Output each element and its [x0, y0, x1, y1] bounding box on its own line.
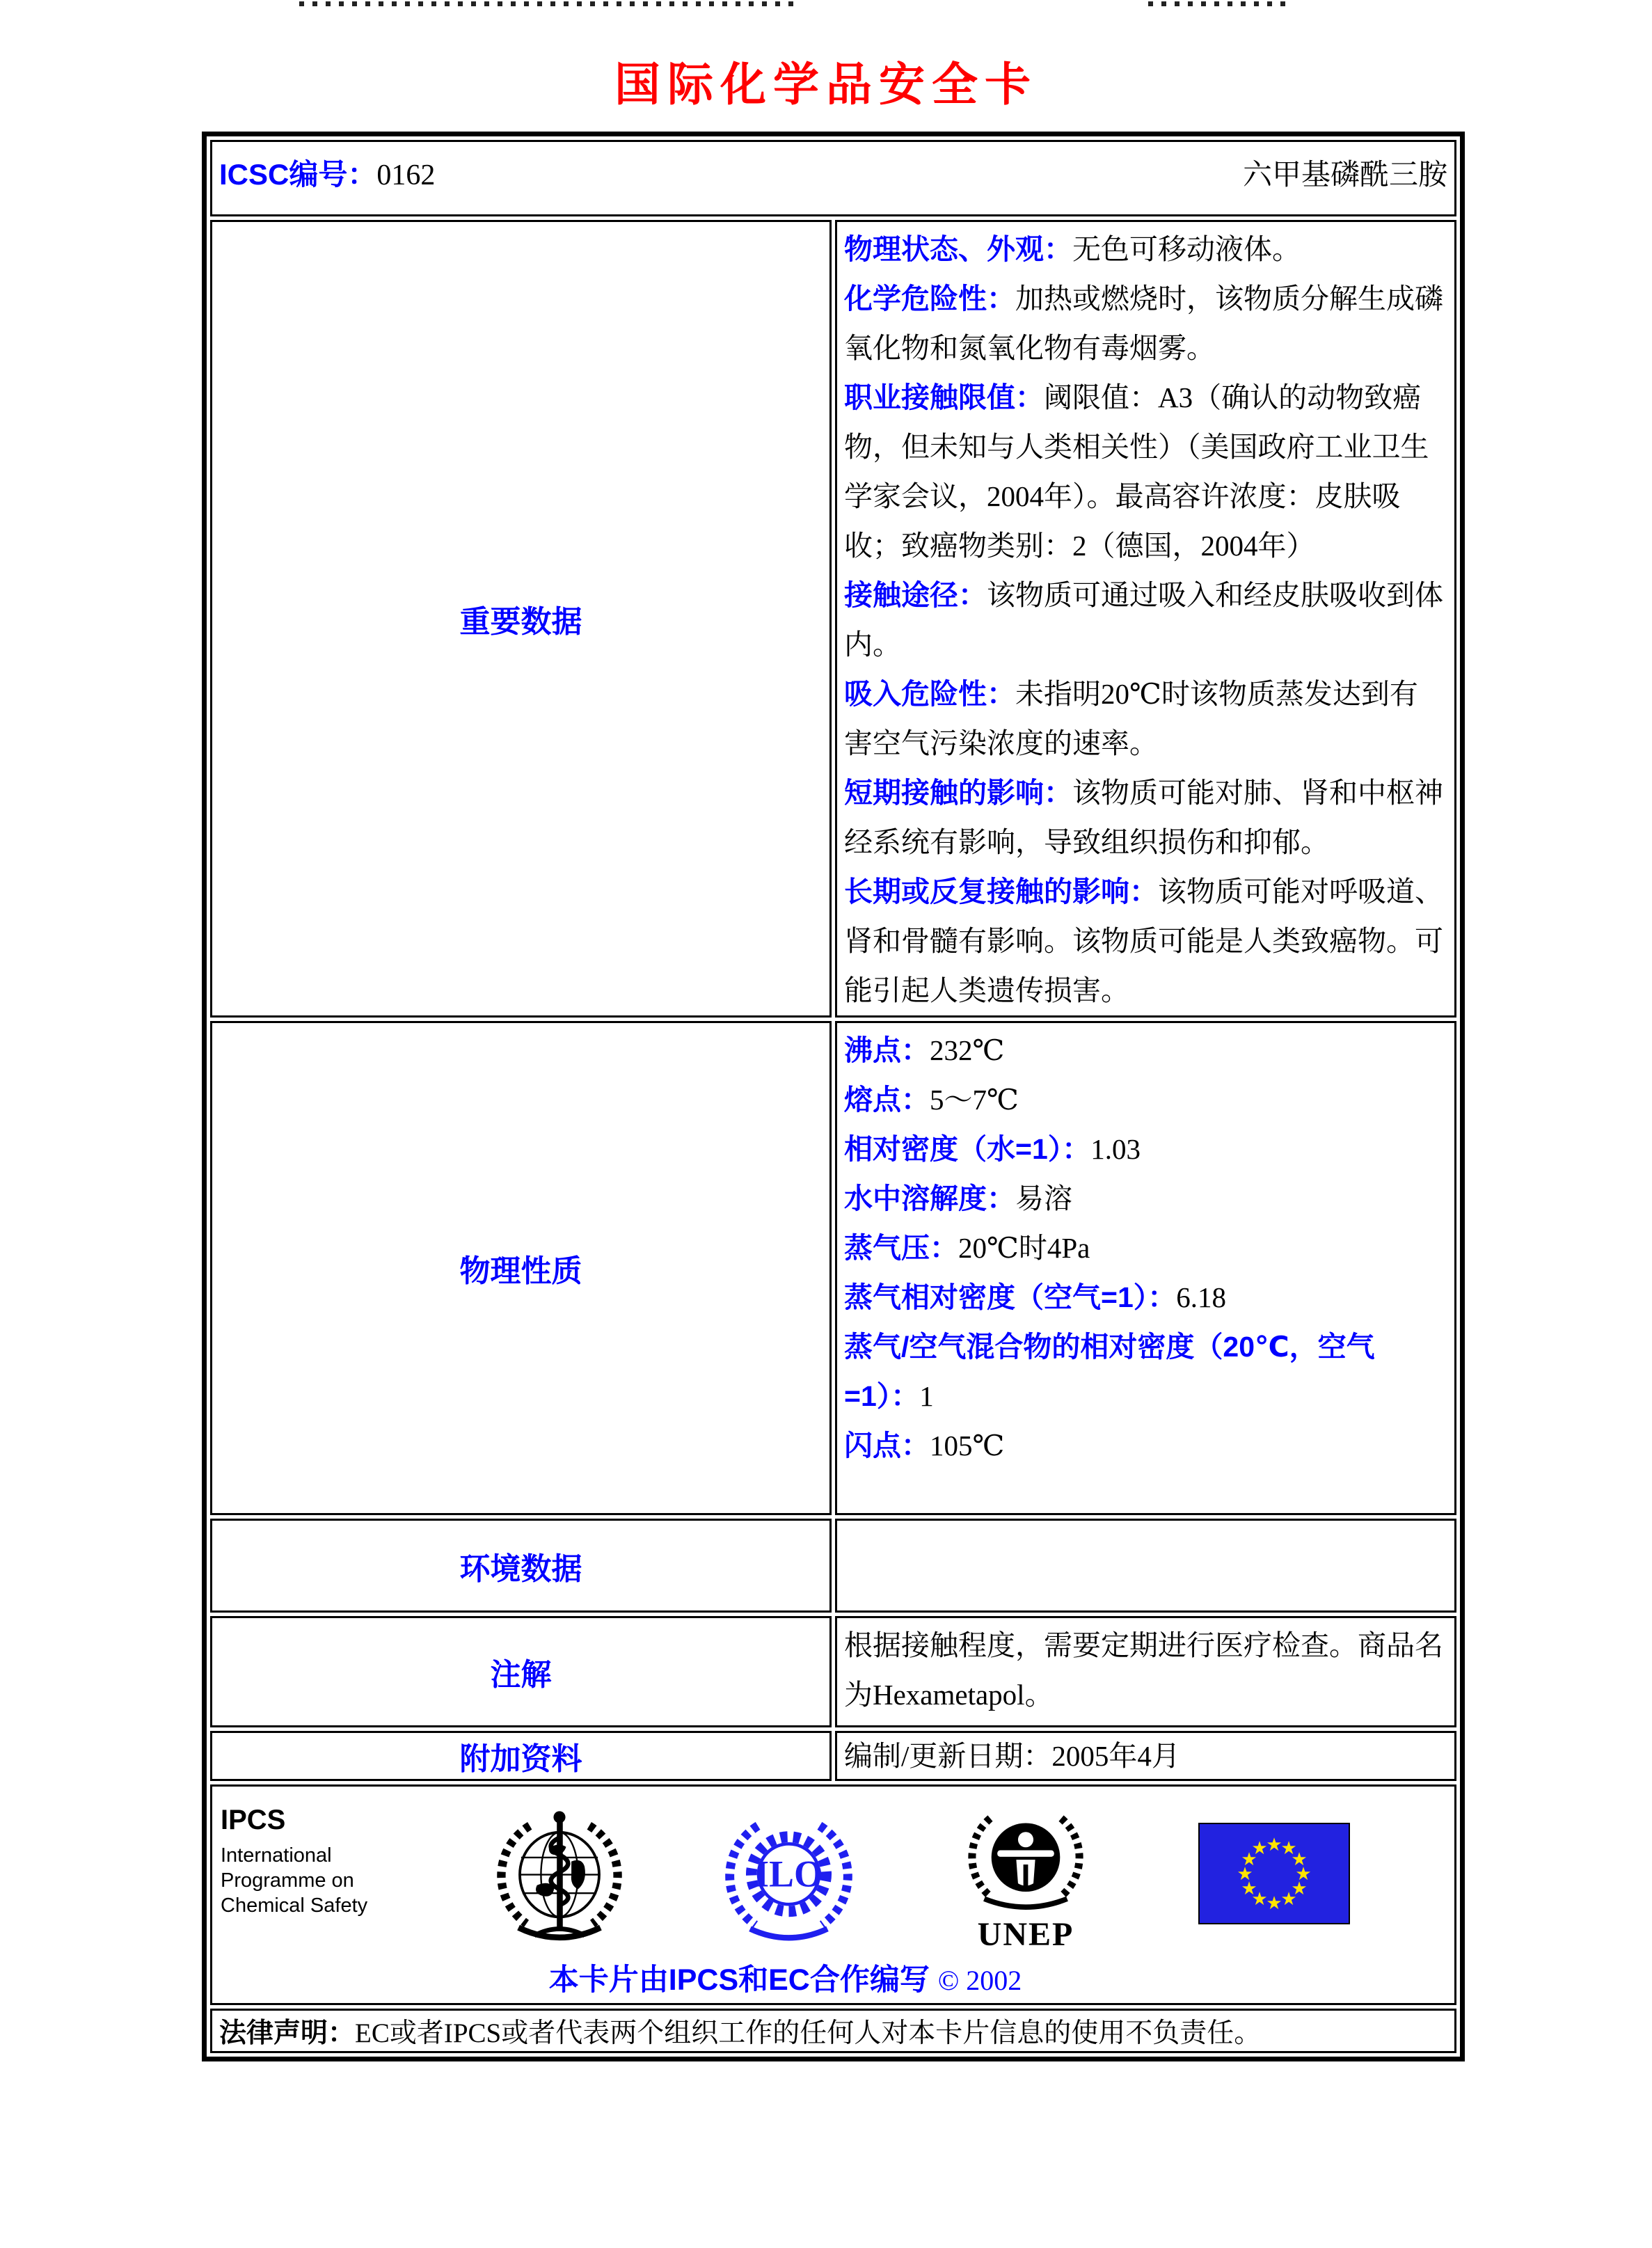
- section-notes: [210, 1616, 1456, 1727]
- field-label: 蒸气/空气混合物的相对密度（20℃，空气=1）：: [844, 1331, 1375, 1412]
- field-value: 1: [919, 1380, 934, 1412]
- data-item: [844, 1322, 1445, 1421]
- ilo-letters: ILO: [754, 1853, 823, 1895]
- icsc-table: [202, 132, 1465, 2061]
- clipped-text-fragment: [299, 1, 793, 6]
- svg-text:★: ★: [1295, 1864, 1312, 1885]
- svg-text:★: ★: [1241, 1849, 1257, 1870]
- clipped-text-fragment: [1148, 1, 1287, 6]
- svg-text:★: ★: [1251, 1889, 1268, 1910]
- header-cell: [210, 140, 1456, 216]
- data-item: [844, 1273, 1445, 1322]
- credit-text: 本卡片由IPCS和EC合作编写: [548, 1963, 930, 1997]
- ipcs-title: IPCS: [221, 1805, 286, 1835]
- data-item: [844, 373, 1445, 571]
- field-value: 该物质可通过吸入和经皮肤吸收到体内。: [844, 579, 1443, 660]
- field-label: 吸入危险性：: [844, 678, 1015, 710]
- logos-row: [210, 1784, 1456, 2005]
- logos-cell: [210, 1784, 1456, 2005]
- field-label: 蒸气相对密度（空气=1）：: [844, 1281, 1177, 1313]
- section-physical-properties: [210, 1021, 1456, 1515]
- chemical-name: 六甲基磷酰三胺: [1242, 159, 1447, 191]
- header-row: [210, 140, 1456, 216]
- ipcs-line: International: [221, 1844, 332, 1867]
- icsc-number-value: 0162: [376, 159, 436, 191]
- field-value: 6.18: [1176, 1281, 1226, 1313]
- additional-info-body: 编制/更新日期：2005年4月: [835, 1731, 1456, 1781]
- data-item: [844, 571, 1445, 670]
- important-data-label: 重要数据: [210, 220, 832, 1018]
- page-title: 国际化学品安全卡: [614, 60, 1038, 111]
- field-value: 5～7℃: [930, 1084, 1019, 1116]
- physical-properties-body: [835, 1021, 1456, 1515]
- field-label: 职业接触限值：: [844, 381, 1044, 413]
- field-label: 水中溶解度：: [844, 1182, 1015, 1214]
- svg-text:★: ★: [1237, 1864, 1253, 1885]
- legal-row: [210, 2009, 1456, 2053]
- important-data-body: [835, 220, 1456, 1018]
- field-value: 加热或燃烧时，该物质分解生成磷氧化物和氮氧化物有毒烟雾。: [844, 283, 1443, 364]
- field-value: 易溶: [1015, 1182, 1072, 1214]
- field-label: 化学危险性：: [844, 283, 1015, 315]
- field-label: 物理状态、外观：: [844, 233, 1072, 265]
- field-value: 该物质可能对肺、肾和中枢神经系统有影响，导致组织损伤和抑郁。: [844, 777, 1443, 858]
- environmental-data-label: 环境数据: [210, 1519, 832, 1613]
- legal-text: EC或者IPCS或者代表两个组织工作的任何人对本卡片信息的使用不负责任。: [355, 2018, 1262, 2048]
- notes-label: 注解: [210, 1616, 832, 1727]
- section-additional-info: [210, 1731, 1456, 1781]
- icsc-number-group: [219, 152, 435, 193]
- svg-text:★: ★: [1266, 1835, 1282, 1855]
- field-value: 1.03: [1090, 1133, 1141, 1165]
- data-item: [844, 1174, 1445, 1224]
- legal-cell: [210, 2009, 1456, 2053]
- field-value: 105℃: [930, 1430, 1005, 1462]
- environmental-data-body: [835, 1519, 1456, 1613]
- svg-text:★: ★: [1280, 1838, 1297, 1859]
- data-item: [844, 670, 1445, 768]
- svg-text:★: ★: [1280, 1889, 1297, 1910]
- additional-info-label: 附加资料: [210, 1731, 832, 1781]
- ipcs-line: Programme on: [221, 1869, 354, 1892]
- section-environmental-data: [210, 1519, 1456, 1613]
- field-value: 无色可移动液体。: [1072, 233, 1301, 265]
- legal-label: 法律声明：: [219, 2018, 356, 2048]
- field-label: 长期或反复接触的影响：: [844, 876, 1158, 908]
- field-label: 沸点：: [844, 1034, 930, 1066]
- field-label: 闪点：: [844, 1430, 930, 1462]
- data-item: [844, 768, 1445, 867]
- icsc-number-label: ICSC编号：: [219, 158, 377, 191]
- data-item: [844, 867, 1445, 1015]
- unep-wordmark: UNEP: [977, 1916, 1074, 1953]
- ipcs-text-block: [221, 1805, 395, 1918]
- data-item: [844, 1125, 1445, 1174]
- data-item: [844, 1421, 1445, 1471]
- svg-text:★: ★: [1251, 1838, 1268, 1859]
- svg-text:★: ★: [1291, 1849, 1308, 1870]
- data-item: [844, 1224, 1445, 1273]
- unep-logo-block: [952, 1805, 1099, 1954]
- field-value: 该物质可能对呼吸道、肾和骨髓有影响。该物质可能是人类致癌物。可能引起人类遗传损害。: [844, 876, 1443, 1006]
- unep-logo-icon: [967, 1805, 1085, 1916]
- data-item: [844, 225, 1445, 274]
- svg-text:★: ★: [1291, 1878, 1308, 1899]
- svg-text:★: ★: [1266, 1893, 1282, 1914]
- field-value: 阈限值：A3（确认的动物致癌物，但未知与人类相关性）（美国政府工业卫生学家会议，2004年）。最高容许浓度：皮肤吸收；致癌物类别：2（德国，2004年）: [844, 381, 1429, 562]
- credit-year: © 2002: [937, 1965, 1022, 1996]
- credit-line: [221, 1956, 1350, 1999]
- field-value: 未指明20℃时该物质蒸发达到有害空气污染浓度的速率。: [844, 678, 1418, 759]
- field-value: 20℃时4Pa: [958, 1232, 1090, 1264]
- field-label: 相对密度（水=1）：: [844, 1133, 1091, 1165]
- eu-flag-icon: [1198, 1823, 1350, 1928]
- physical-properties-label: 物理性质: [210, 1021, 832, 1515]
- data-item: [844, 1026, 1445, 1075]
- notes-body: 根据接触程度，需要定期进行医疗检查。商品名为Hexametapol。: [835, 1616, 1456, 1727]
- field-label: 接触途径：: [844, 579, 987, 611]
- clipped-print-header: [0, 0, 1652, 8]
- section-important-data: [210, 220, 1456, 1018]
- data-item: [844, 1075, 1445, 1125]
- field-label: 熔点：: [844, 1084, 930, 1116]
- ipcs-line: Chemical Safety: [221, 1894, 368, 1917]
- field-value: 232℃: [930, 1034, 1005, 1066]
- data-item: [844, 274, 1445, 373]
- field-label: 蒸气压：: [844, 1232, 958, 1264]
- ilo-logo-icon: [724, 1805, 853, 1951]
- who-logo-icon: [493, 1805, 626, 1951]
- field-label: 短期接触的影响：: [844, 777, 1072, 809]
- svg-text:★: ★: [1241, 1878, 1257, 1899]
